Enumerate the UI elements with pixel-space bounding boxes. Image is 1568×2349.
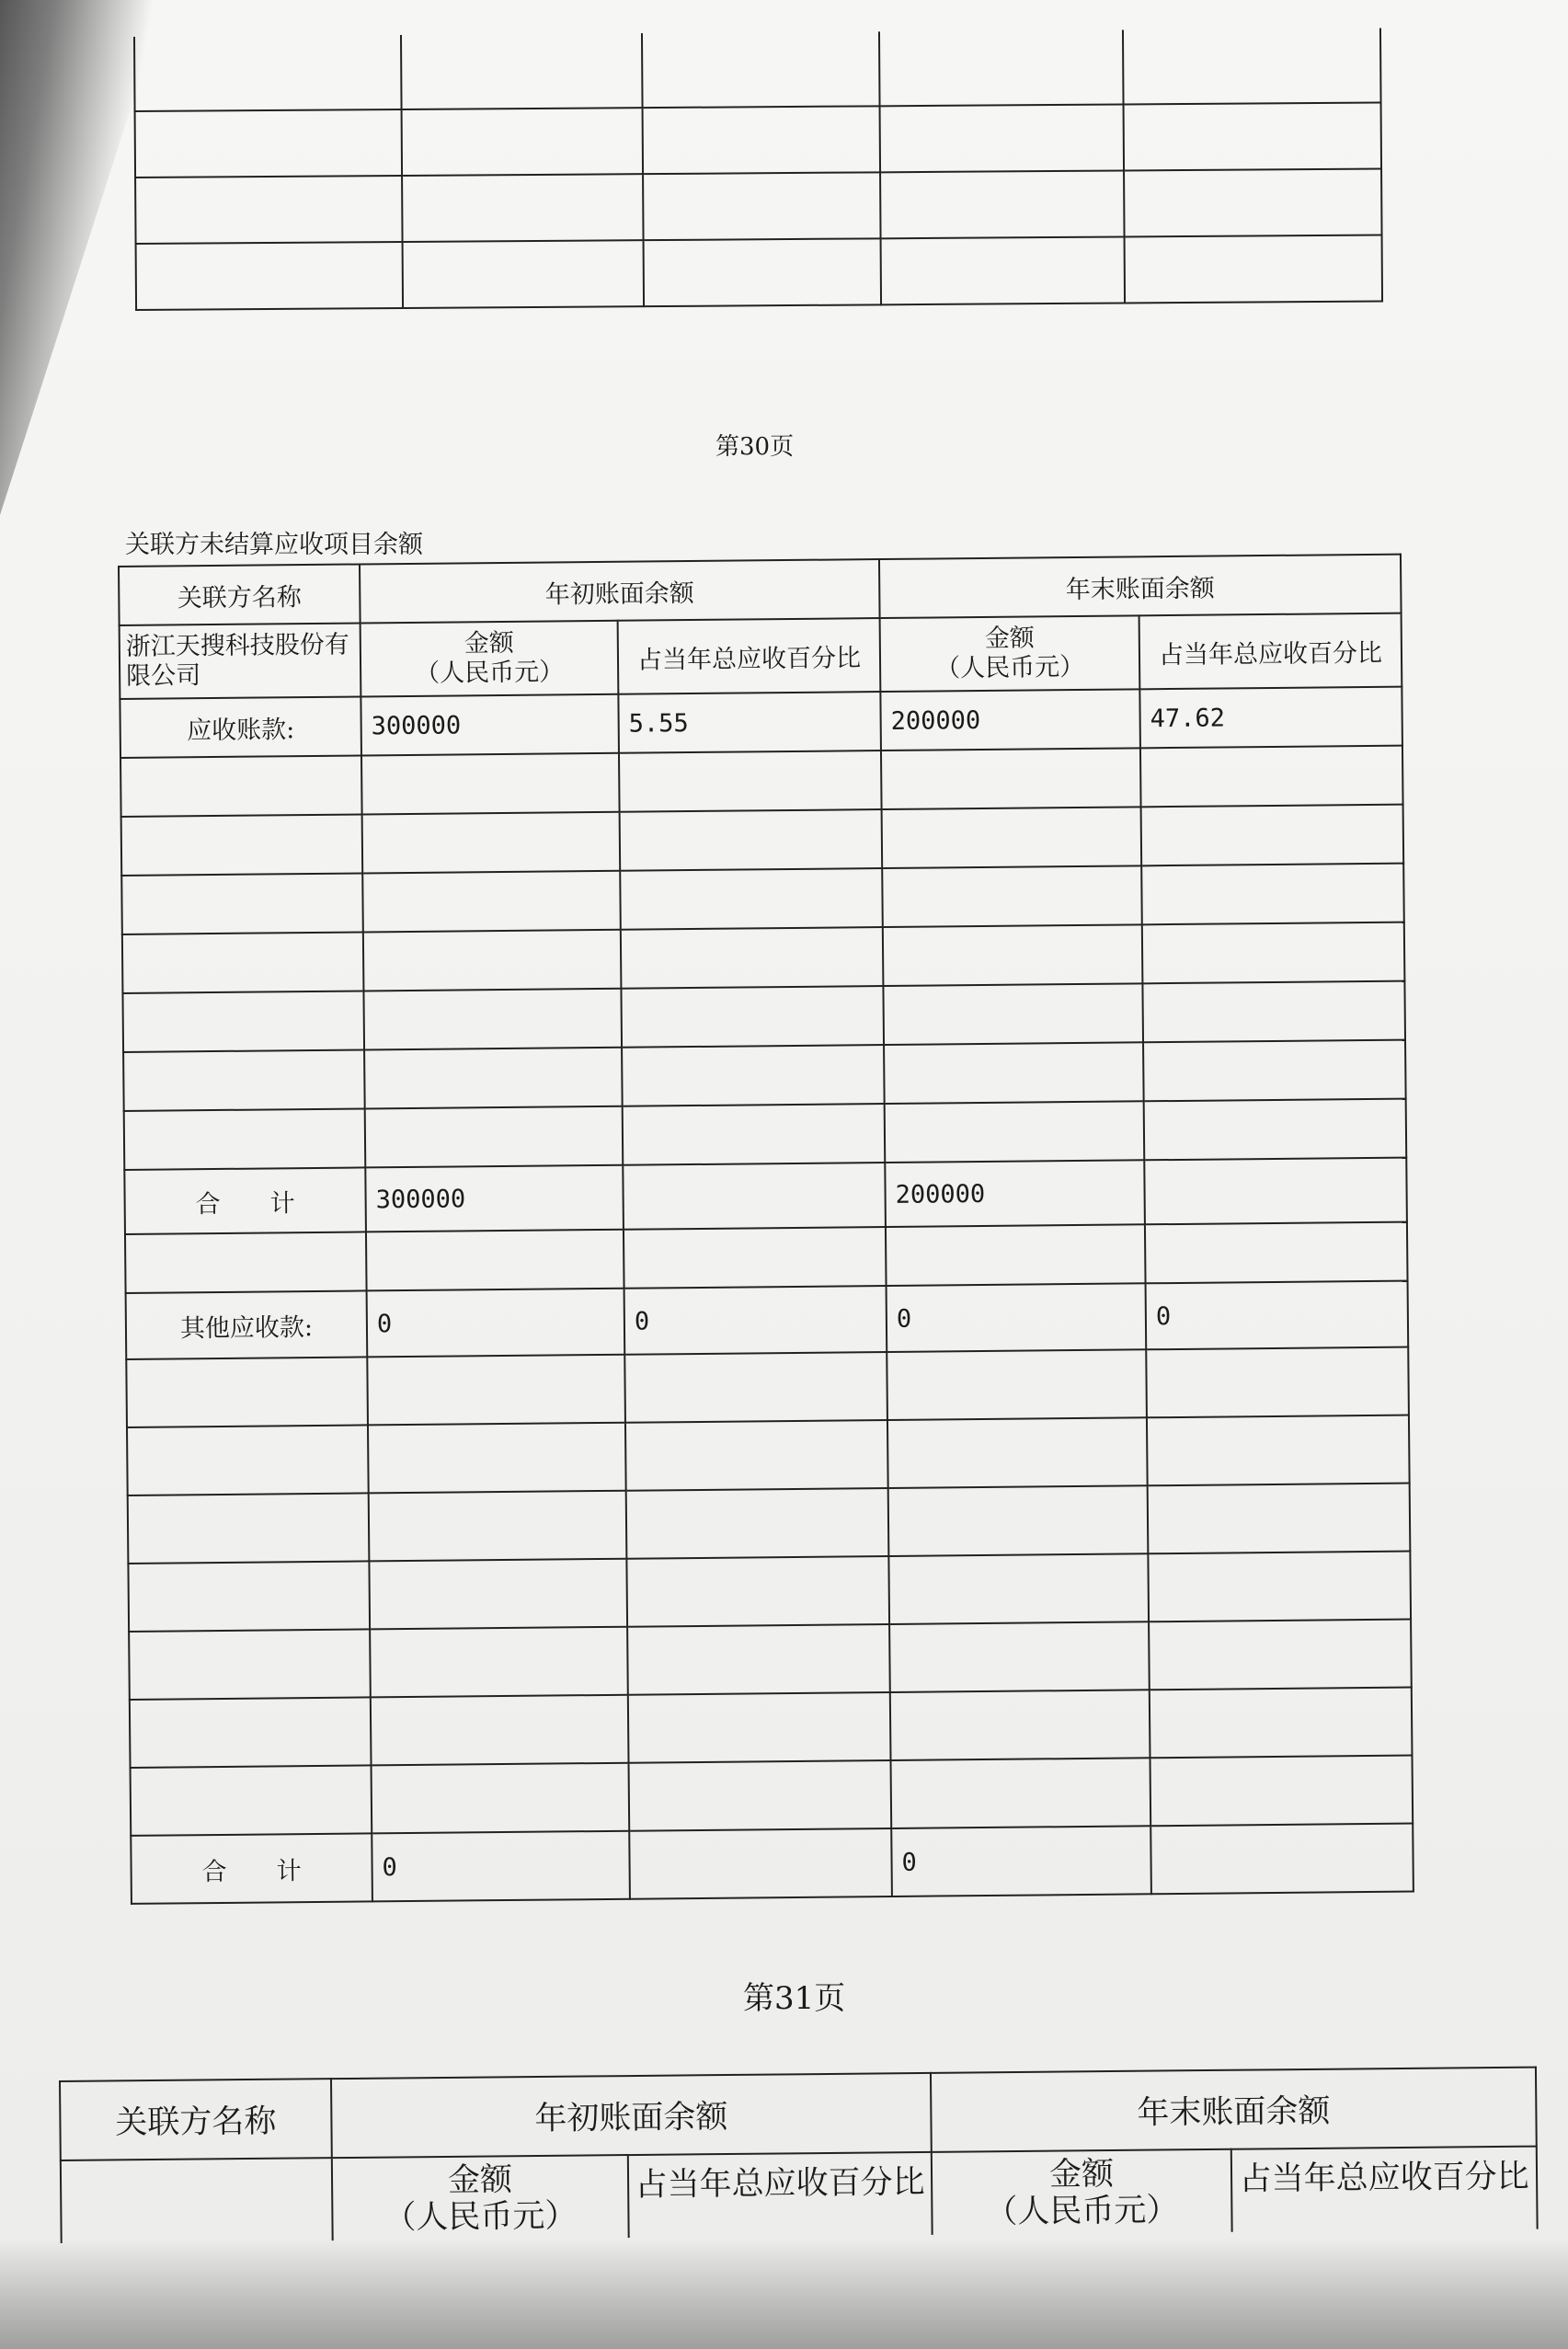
previous-page-table-fragment	[133, 29, 1383, 311]
amount-label: 金额	[984, 624, 1035, 653]
currency-label: （人民币元）	[414, 658, 565, 688]
currency-label: （人民币元）	[934, 652, 1085, 683]
amount-label: 金额	[447, 2160, 513, 2199]
header-opening-balance: 年初账面余额	[360, 559, 880, 623]
page-bottom-shadow	[0, 2239, 1568, 2349]
table-row	[124, 1158, 1407, 1234]
header-opening-percent: 占当年总应收百分比	[618, 618, 881, 694]
header-opening-percent: 占当年总应收百分比	[628, 2152, 933, 2238]
receivables-opening-amount: 300000	[361, 694, 619, 756]
table-row	[131, 1756, 1413, 1836]
other-receivables-label: 其他应收款:	[126, 1290, 368, 1359]
receivables-closing-amount: 200000	[880, 689, 1140, 751]
table-row	[129, 1620, 1412, 1700]
table-row	[136, 235, 1382, 310]
amount-label: 金额	[1048, 2155, 1115, 2194]
header-opening-amount	[332, 2155, 629, 2240]
company-name: 浙江天搜科技股份有限公司	[120, 623, 361, 699]
receivables-total-opening: 300000	[365, 1165, 624, 1232]
header-closing-percent: 占当年总应收百分比	[1231, 2147, 1538, 2232]
receivables-closing-percent: 47.62	[1139, 687, 1402, 749]
related-party-receivables-table	[118, 554, 1414, 1905]
header-opening-amount	[361, 621, 619, 697]
table-header-row	[60, 2068, 1537, 2160]
table-row	[126, 1347, 1409, 1427]
table-row	[134, 29, 1381, 111]
other-receivables-closing-percent: 0	[1146, 1281, 1409, 1350]
table-subheader-row	[61, 2147, 1538, 2243]
table-subheader-row	[120, 613, 1402, 699]
receivables-total-label: 合 计	[124, 1167, 366, 1234]
header-closing-amount	[880, 615, 1140, 692]
header-closing-percent: 占当年总应收百分比	[1139, 613, 1402, 690]
table-row	[135, 103, 1381, 178]
next-page-table-fragment	[59, 2067, 1539, 2243]
header-party-name: 关联方名称	[60, 2079, 332, 2160]
table-row	[130, 1688, 1413, 1768]
section-title: 关联方未结算应收项目余额	[125, 531, 423, 559]
other-receivables-total-closing: 0	[891, 1826, 1151, 1896]
page-number: 第31页	[743, 1980, 846, 2017]
header-opening-balance: 年初账面余额	[331, 2073, 932, 2158]
header-closing-balance: 年末账面余额	[931, 2068, 1537, 2152]
header-closing-balance: 年末账面余额	[879, 555, 1402, 618]
other-receivables-total-label: 合 计	[131, 1833, 372, 1904]
receivables-total-closing: 200000	[885, 1160, 1145, 1227]
page-number: 第30页	[715, 433, 795, 461]
table-row	[128, 1552, 1411, 1632]
table-row	[126, 1281, 1409, 1359]
header-party-name: 关联方名称	[119, 564, 361, 625]
currency-label: （人民币元）	[985, 2191, 1179, 2230]
header-closing-amount	[932, 2149, 1232, 2235]
table-row	[131, 1824, 1413, 1904]
other-receivables-total-opening: 0	[372, 1831, 630, 1902]
other-receivables-opening-percent: 0	[624, 1286, 887, 1355]
currency-label: （人民币元）	[383, 2197, 578, 2237]
table-row	[135, 169, 1381, 244]
amount-label: 金额	[464, 628, 514, 659]
receivables-label: 应收账款:	[120, 696, 361, 758]
table-row	[128, 1484, 1411, 1564]
other-receivables-closing-amount: 0	[887, 1283, 1147, 1352]
receivables-opening-percent: 5.55	[618, 692, 881, 753]
table-row	[127, 1415, 1410, 1495]
other-receivables-opening-amount: 0	[367, 1289, 625, 1358]
